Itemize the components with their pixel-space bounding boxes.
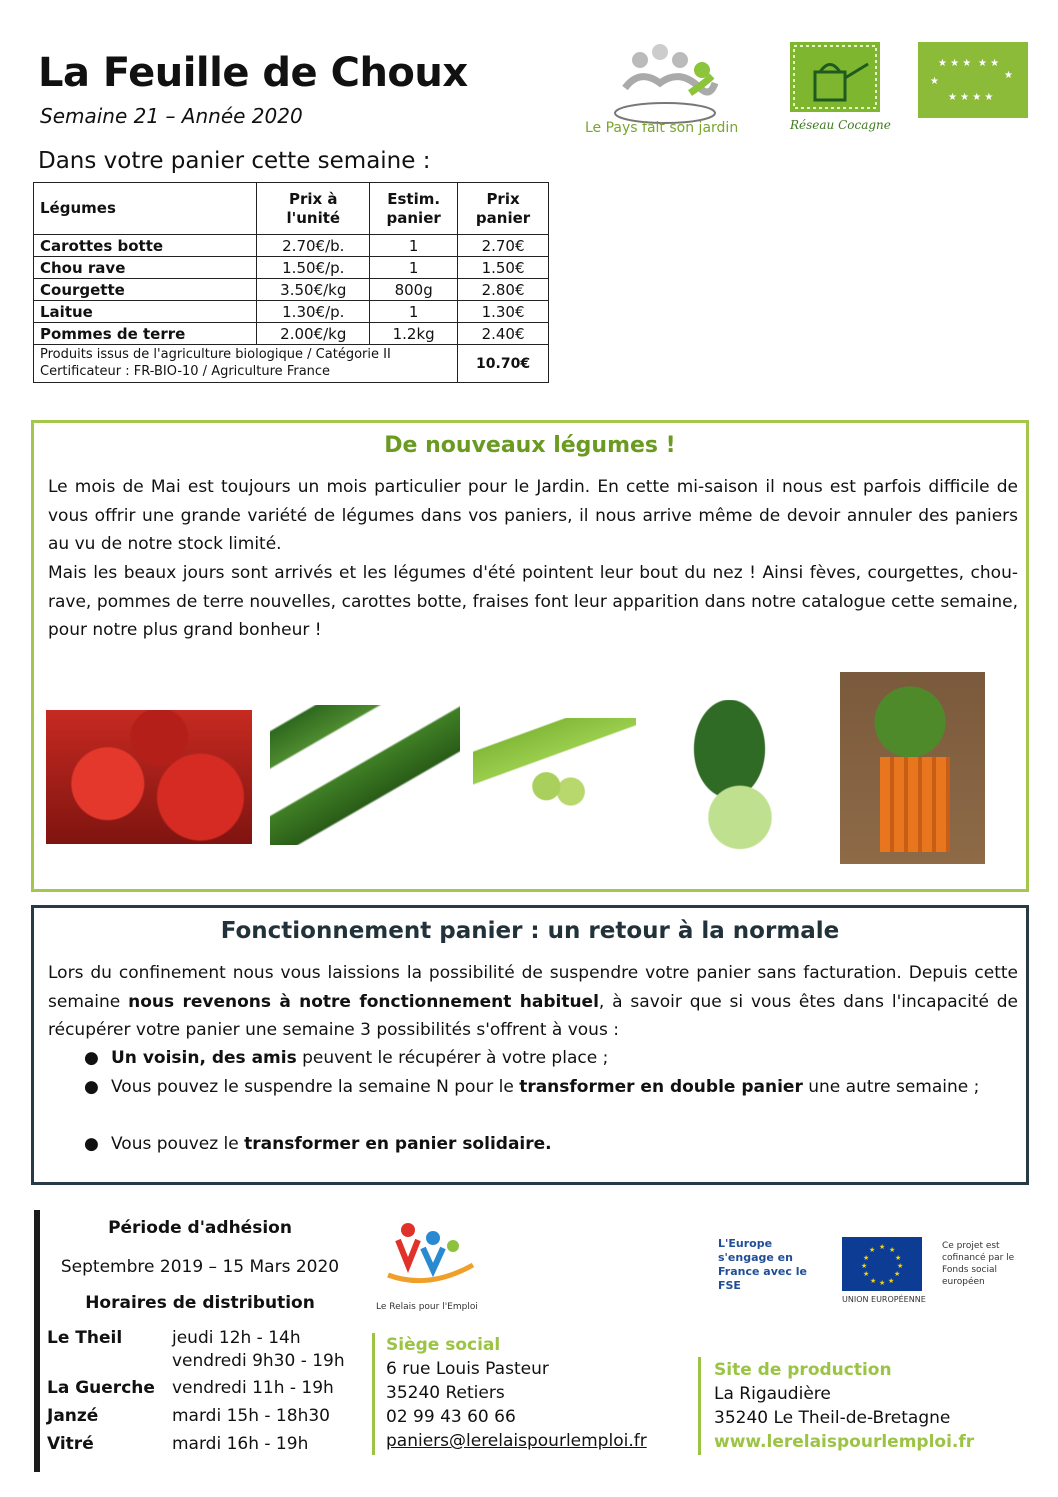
svg-text:★: ★	[863, 1270, 870, 1278]
bullet-text: Vous pouvez le suspendre la semaine N pour le	[111, 1077, 520, 1097]
cofinancing-note: Ce projet est cofinancé par le Fonds social européen	[942, 1241, 1015, 1287]
contact-email-link[interactable]: paniers@lerelaispourlemploi.fr	[386, 1431, 647, 1451]
adhesion-title: Période d'adhésion	[108, 1218, 292, 1238]
europe-engage-logo: L'Europe s'engage en France avec le FSE	[718, 1237, 807, 1292]
distribution-hours: jeudi 12h - 14h	[172, 1328, 301, 1348]
table-footer-row	[34, 345, 549, 383]
bullet-item	[84, 1073, 1017, 1102]
bullet-item	[84, 1044, 1011, 1073]
row-qty: 1.2kg	[370, 323, 458, 345]
header-unit-price: Prix à l'unité	[257, 183, 370, 235]
basket-table	[33, 182, 549, 383]
row-name: Laitue	[34, 301, 257, 323]
svg-text:★: ★	[930, 76, 939, 87]
certification-line-1: Produits issus de l'agriculture biologique / Catégorie II	[40, 346, 391, 362]
relais-emploi-caption: Le Relais pour l'Emploi	[376, 1302, 478, 1312]
row-name: Carottes botte	[34, 235, 257, 257]
bullet-icon: ●	[84, 1134, 99, 1154]
svg-text:★: ★	[888, 1277, 895, 1285]
production-site-block	[714, 1358, 974, 1454]
row-price: 1.30€	[458, 301, 549, 323]
footer-divider	[34, 1210, 40, 1472]
bullet-item	[84, 1130, 1011, 1159]
row-qty: 1	[370, 257, 458, 279]
table-row	[34, 257, 549, 279]
row-unit: 2.00€/kg	[257, 323, 370, 345]
svg-text:★: ★	[861, 1262, 868, 1270]
svg-text:★: ★	[1004, 70, 1013, 81]
row-price: 2.80€	[458, 279, 549, 301]
kohlrabi-photo	[662, 700, 812, 863]
row-price: 2.70€	[458, 235, 549, 257]
row-name: Pommes de terre	[34, 323, 257, 345]
head-office-title: Siège social	[386, 1335, 501, 1355]
table-header-row	[34, 183, 549, 235]
distribution-hours: vendredi 11h - 19h	[172, 1378, 334, 1398]
bullet-text: peuvent le récupérer à votre place ;	[296, 1048, 609, 1068]
adhesion-dates: Septembre 2019 – 15 Mars 2020	[60, 1257, 340, 1277]
production-site-name: La Rigaudière	[714, 1384, 831, 1404]
svg-text:★ ★ ★: ★ ★ ★	[938, 58, 972, 69]
section-paragraph: Mais les beaux jours sont arrivés et les légumes d'été pointent leur bout du nez ! Ainsi fèves, courgettes, chou-rave, pommes de terre nouvelles, carottes botte, fraises font leur apparition dans notre catalogue cette semaine, pour notre plus grand bonheur !	[48, 563, 1018, 640]
row-unit: 2.70€/b.	[257, 235, 370, 257]
head-office-block	[386, 1333, 647, 1453]
row-price: 1.50€	[458, 257, 549, 279]
svg-text:★: ★	[897, 1262, 904, 1270]
head-office-phone: 02 99 43 60 66	[386, 1407, 516, 1427]
zucchini-photo	[270, 705, 460, 845]
distribution-city: La Guerche	[47, 1378, 155, 1398]
distribution-city: Le Theil	[47, 1328, 123, 1348]
svg-text:★: ★	[879, 1243, 886, 1251]
broad-beans-photo	[473, 718, 636, 823]
row-qty: 800g	[370, 279, 458, 301]
certification-line-2: Certificateur : FR-BIO-10 / Agriculture France	[40, 363, 331, 379]
paragraph-text: Lors du confinement nous vous laissions la possibilité de suspendre votre panier sans facturation. Depuis cette semaine	[48, 963, 1018, 1012]
production-site-city: 35240 Le Theil-de-Bretagne	[714, 1408, 951, 1428]
svg-text:★: ★	[863, 1254, 870, 1262]
section-title: De nouveaux légumes !	[384, 433, 676, 458]
bullet-text: Vous pouvez le	[111, 1134, 245, 1154]
basket-total: 10.70€	[458, 345, 549, 383]
pays-jardin-caption: Le Pays fait son jardin	[585, 120, 739, 136]
svg-text:★ ★: ★ ★	[978, 58, 1000, 69]
row-unit: 3.50€/kg	[257, 279, 370, 301]
eu-label: UNION EUROPÉENNE	[842, 1295, 926, 1304]
section-paragraph: Le mois de Mai est toujours un mois particulier pour le Jardin. En cette mi-saison il nous est parfois difficile de vous offrir une grande variété de légumes dans vos paniers, il nous arrive même de devoir annuler des paniers au vu de notre stock limité.	[48, 477, 1018, 554]
head-office-street: 6 rue Louis Pasteur	[386, 1359, 549, 1379]
distribution-city: Janzé	[47, 1406, 99, 1426]
week-subtitle: Semaine 21 – Année 2020	[40, 104, 303, 128]
bullet-text: une autre semaine ;	[802, 1077, 980, 1097]
production-accent-bar	[698, 1357, 701, 1455]
distribution-title: Horaires de distribution	[85, 1293, 315, 1313]
bullet-emphasis: transformer en panier solidaire.	[244, 1134, 552, 1154]
basket-heading: Dans votre panier cette semaine :	[38, 148, 431, 174]
relais-emploi-logo	[378, 1220, 478, 1290]
table-row	[34, 323, 549, 345]
distribution-hours: mardi 16h - 19h	[172, 1434, 309, 1454]
reseau-cocagne-caption: Réseau Cocagne	[790, 118, 891, 132]
row-unit: 1.50€/p.	[257, 257, 370, 279]
row-name: Courgette	[34, 279, 257, 301]
bullet-icon: ●	[84, 1077, 99, 1097]
website-link[interactable]: www.lerelaispourlemploi.fr	[714, 1432, 975, 1452]
eu-organic-leaf-logo	[918, 42, 1028, 118]
production-site-title: Site de production	[714, 1360, 892, 1380]
svg-text:★: ★	[879, 1279, 886, 1287]
row-qty: 1	[370, 301, 458, 323]
bullet-emphasis: transformer en double panier	[519, 1077, 803, 1097]
svg-text:★: ★	[870, 1277, 877, 1285]
eu-flag-logo	[842, 1237, 922, 1291]
distribution-city: Vitré	[47, 1434, 94, 1454]
svg-text:★: ★	[869, 1246, 876, 1254]
distribution-hours: vendredi 9h30 - 19h	[172, 1351, 345, 1371]
certification-note	[34, 345, 458, 383]
carrots-photo	[840, 672, 985, 864]
row-price: 2.40€	[458, 323, 549, 345]
head-office-city: 35240 Retiers	[386, 1383, 505, 1403]
svg-text:★ ★ ★ ★: ★ ★ ★ ★	[948, 92, 994, 103]
svg-text:★: ★	[895, 1254, 902, 1262]
header-basket-price: Prix panier	[458, 183, 549, 235]
paragraph-text: , à savoir que si vous êtes dans l'incapacité de récupérer votre panier une semaine 3 possibilités s'offrent à vous :	[48, 991, 1018, 1040]
row-unit: 1.30€/p.	[257, 301, 370, 323]
bullet-icon: ●	[84, 1048, 99, 1068]
distribution-hours: mardi 15h - 18h30	[172, 1406, 330, 1426]
svg-text:★: ★	[889, 1246, 896, 1254]
table-row	[34, 279, 549, 301]
section-title: Fonctionnement panier : un retour à la normale	[220, 918, 840, 944]
reseau-cocagne-logo	[790, 42, 880, 112]
table-row	[34, 301, 549, 323]
svg-text:★: ★	[894, 1270, 901, 1278]
bullet-emphasis: Un voisin, des amis	[111, 1048, 297, 1068]
row-name: Chou rave	[34, 257, 257, 279]
siege-accent-bar	[372, 1333, 375, 1455]
basket-operation-section	[31, 905, 1029, 1185]
header-estimated-qty: Estim. panier	[370, 183, 458, 235]
page-title: La Feuille de Choux	[38, 50, 468, 96]
header-legumes: Légumes	[34, 183, 257, 235]
section-paragraph	[48, 959, 1018, 1045]
paragraph-emphasis: nous revenons à notre fonctionnement habituel	[128, 991, 599, 1012]
table-row	[34, 235, 549, 257]
row-qty: 1	[370, 235, 458, 257]
strawberries-photo	[46, 710, 252, 844]
